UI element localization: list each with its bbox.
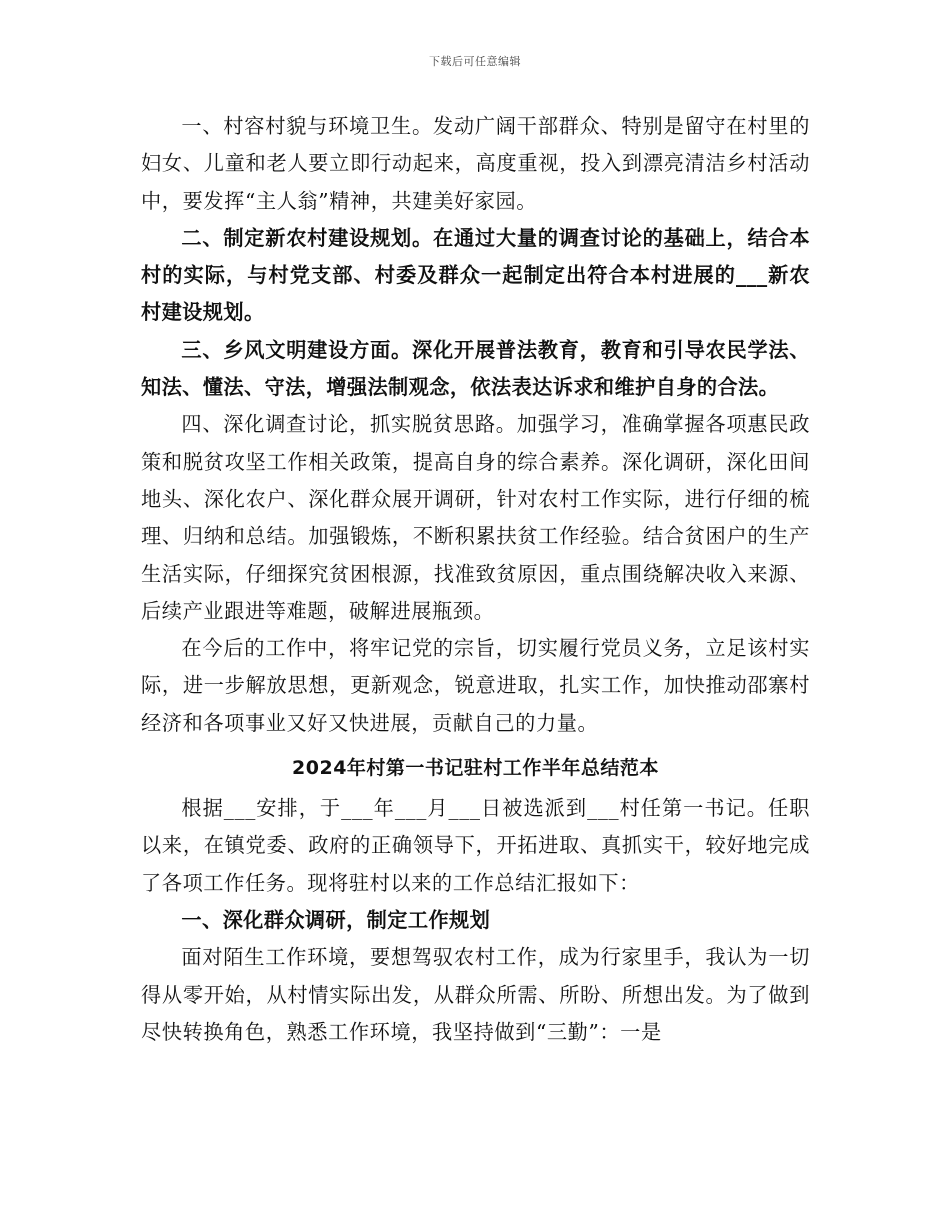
paragraph-introduction: 根据___安排，于___年___月___日被选派到___村任第一书记。任职以来，在镇党委、政府的正确领导下，开拓进取、真抓实干，较好地完成了各项工作任务。现将驻村以来的工作总结汇报如下： bbox=[141, 796, 810, 895]
paragraph-planning: 二、制定新农村建设规划。在通过大量的调查讨论的基础上，结合本村的实际，与村党支部、村委及群众一起制定出符合本村进展的___新农村建设规划。 bbox=[141, 225, 810, 325]
paragraph-future-work: 在今后的工作中，将牢记党的宗旨，切实履行党员义务，立足该村实际，进一步解放思想，更新观念，锐意进取，扎实工作，加快推动邵寨村经济和各项事业又好又快进展，贡献自己的力量。 bbox=[141, 636, 810, 735]
document-body bbox=[141, 108, 810, 1051]
section-title: 2024年村第一书记驻村工作半年总结范本 bbox=[292, 757, 659, 780]
paragraph-village-environment: 一、村容村貌与环境卫生。发动广阔干部群众、特别是留守在村里的妇女、儿童和老人要立即行动起来，高度重视，投入到漂亮清洁乡村活动中，要发挥“主人翁”精神，共建美好家园。 bbox=[141, 114, 810, 213]
paragraph-research-poverty: 四、深化调查讨论，抓实脱贫思路。加强学习，准确掌握各项惠民政策和脱贫攻坚工作相关政策，提高自身的综合素养。深化调研，深化田间地头、深化农户、深化群众展开调研，针对农村工作实际，进行仔细的梳理、归纳和总结。加强锻炼，不断积累扶贫工作经验。结合贫困户的生产生活实际，仔细探究贫困根源，找准致贫原因，重点围绕解决收入来源、后续产业跟进等难题，破解进展瓶颈。 bbox=[141, 412, 810, 623]
page-header: 下载后可任意编辑 bbox=[429, 55, 521, 68]
paragraph-civilization: 三、乡风文明建设方面。深化开展普法教育，教育和引导农民学法、知法、懂法、守法，增强法制观念，依法表达诉求和维护自身的合法。 bbox=[141, 337, 810, 400]
subheading-research: 一、深化群众调研，制定工作规划 bbox=[181, 907, 491, 932]
paragraph-work-environment: 面对陌生工作环境，要想驾驭农村工作，成为行家里手，我认为一切得从零开始，从村情实际出发，从群众所需、所盼、所想出发。为了做到尽快转换角色，熟悉工作环境，我坚持做到“三勤”：一是 bbox=[141, 945, 810, 1044]
